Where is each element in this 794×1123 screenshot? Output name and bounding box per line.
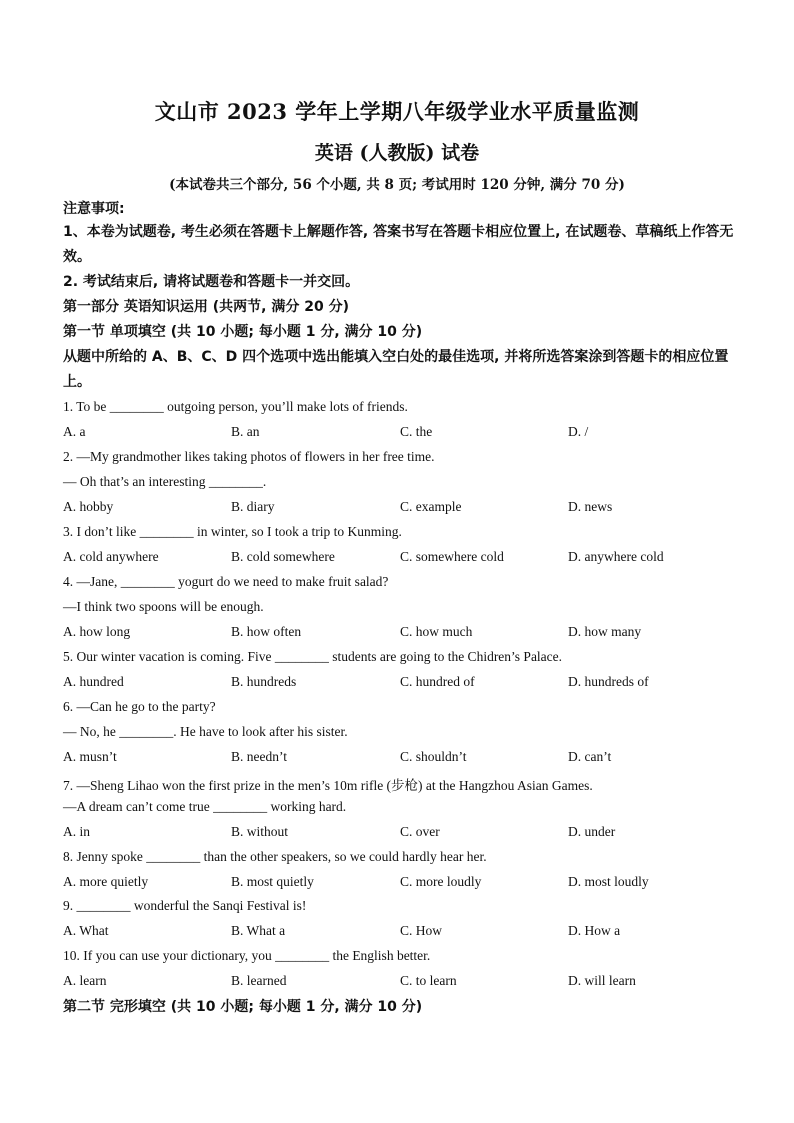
option-a: A. in <box>63 824 90 839</box>
question-4-reply: —I think two spoons will be enough. <box>63 599 264 614</box>
option-c: C. hundred of <box>400 674 475 689</box>
option-c: C. somewhere cold <box>400 549 504 564</box>
option-a: A. What <box>63 923 109 938</box>
option-b: B. how often <box>231 624 302 639</box>
question-2-options <box>63 499 743 517</box>
option-d: D. under <box>568 824 616 839</box>
option-b: B. What a <box>231 923 286 938</box>
question-10-text: 10. If you can use your dictionary, you ________ the English better. <box>63 948 431 963</box>
section2-heading: 第二节 完形填空 (共 10 小题; 每小题 1 分, 满分 10 分) <box>63 999 423 1015</box>
option-b: B. cold somewhere <box>231 549 335 564</box>
option-a: A. musn’t <box>63 749 117 764</box>
option-c: C. more loudly <box>400 874 482 889</box>
option-a: A. learn <box>63 973 107 988</box>
option-d: D. / <box>568 424 589 439</box>
option-a: A. hundred <box>63 674 124 689</box>
question-6-reply: — No, he ________. He have to look after his sister. <box>63 724 348 739</box>
notice-item-2: 2. 考试结束后, 请将试题卷和答题卡一并交回。 <box>63 274 360 290</box>
option-c: C. the <box>400 424 433 439</box>
question-4-options <box>63 624 743 642</box>
option-c: C. How <box>400 923 443 938</box>
question-8-text: 8. Jenny spoke ________ than the other speakers, so we could hardly hear her. <box>63 849 487 864</box>
option-b: B. without <box>231 824 289 839</box>
question-7-options <box>63 824 743 842</box>
option-c: C. to learn <box>400 973 457 988</box>
question-1-text: 1. To be ________ outgoing person, you’ll make lots of friends. <box>63 399 408 414</box>
option-a: A. cold anywhere <box>63 549 159 564</box>
option-c: C. example <box>400 499 462 514</box>
question-3-options <box>63 549 743 567</box>
option-c: C. over <box>400 824 440 839</box>
question-10-options <box>63 973 743 991</box>
option-b: B. diary <box>231 499 275 514</box>
option-d: D. hundreds of <box>568 674 649 689</box>
option-a: A. a <box>63 424 86 439</box>
question-4-text: 4. —Jane, ________ yogurt do we need to make fruit salad? <box>63 574 389 589</box>
option-b: B. an <box>231 424 260 439</box>
option-a: A. more quietly <box>63 874 149 889</box>
option-b: B. most quietly <box>231 874 314 889</box>
question-9-text: 9. ________ wonderful the Sanqi Festival is! <box>63 898 307 913</box>
option-d: D. how many <box>568 624 642 639</box>
option-a: A. hobby <box>63 499 114 514</box>
option-b: B. needn’t <box>231 749 287 764</box>
question-7-reply: —A dream can’t come true ________ working hard. <box>63 799 347 814</box>
option-b: B. hundreds <box>231 674 297 689</box>
question-8-options <box>63 874 743 892</box>
part1-heading: 第一部分 英语知识运用 (共两节, 满分 20 分) <box>63 299 349 315</box>
question-2-reply: — Oh that’s an interesting ________. <box>63 474 267 489</box>
exam-note: (本试卷共三个部分, 56 个小题, 共 8 页; 考试用时 120 分钟, 满分 70 分) <box>169 177 625 193</box>
option-d: D. anywhere cold <box>568 549 664 564</box>
option-d: D. will learn <box>568 973 636 988</box>
exam-title: 文山市 2023 学年上学期八年级学业水平质量监测 <box>154 99 640 124</box>
section1-instruction: 从题中所给的 A、B、C、D 四个选项中选出能填入空白处的最佳选项, 并将所选答案涂到答题卡的相应位置上。 <box>63 349 729 390</box>
notice-item-1: 1、本卷为试题卷, 考生必须在答题卡上解题作答, 答案书写在答题卡相应位置上, 在试题卷、草稿纸上作答无效。 <box>63 224 734 265</box>
option-d: D. How a <box>568 923 621 938</box>
option-d: D. most loudly <box>568 874 649 889</box>
section1-heading: 第一节 单项填空 (共 10 小题; 每小题 1 分, 满分 10 分) <box>63 324 423 340</box>
option-b: B. learned <box>231 973 287 988</box>
question-6-options <box>63 749 743 767</box>
option-c: C. how much <box>400 624 473 639</box>
question-9-options <box>63 923 743 941</box>
question-6-text: 6. —Can he go to the party? <box>63 699 216 714</box>
question-5-options <box>63 674 743 692</box>
notice-heading: 注意事项: <box>63 201 125 217</box>
question-3-text: 3. I don’t like ________ in winter, so I took a trip to Kunming. <box>63 524 402 539</box>
question-1-options <box>63 424 743 442</box>
option-c: C. shouldn’t <box>400 749 467 764</box>
exam-subtitle: 英语 (人教版) 试卷 <box>314 142 480 164</box>
question-5-text: 5. Our winter vacation is coming. Five ________ students are going to the Chidren’s Palace. <box>63 649 563 664</box>
option-a: A. how long <box>63 624 131 639</box>
question-7-text: 7. —Sheng Lihao won the first prize in the men’s 10m rifle (步枪) at the Hangzhou Asian Games. <box>63 778 593 793</box>
option-d: D. news <box>568 499 613 514</box>
option-d: D. can’t <box>568 749 612 764</box>
question-2-text: 2. —My grandmother likes taking photos of flowers in her free time. <box>63 449 435 464</box>
